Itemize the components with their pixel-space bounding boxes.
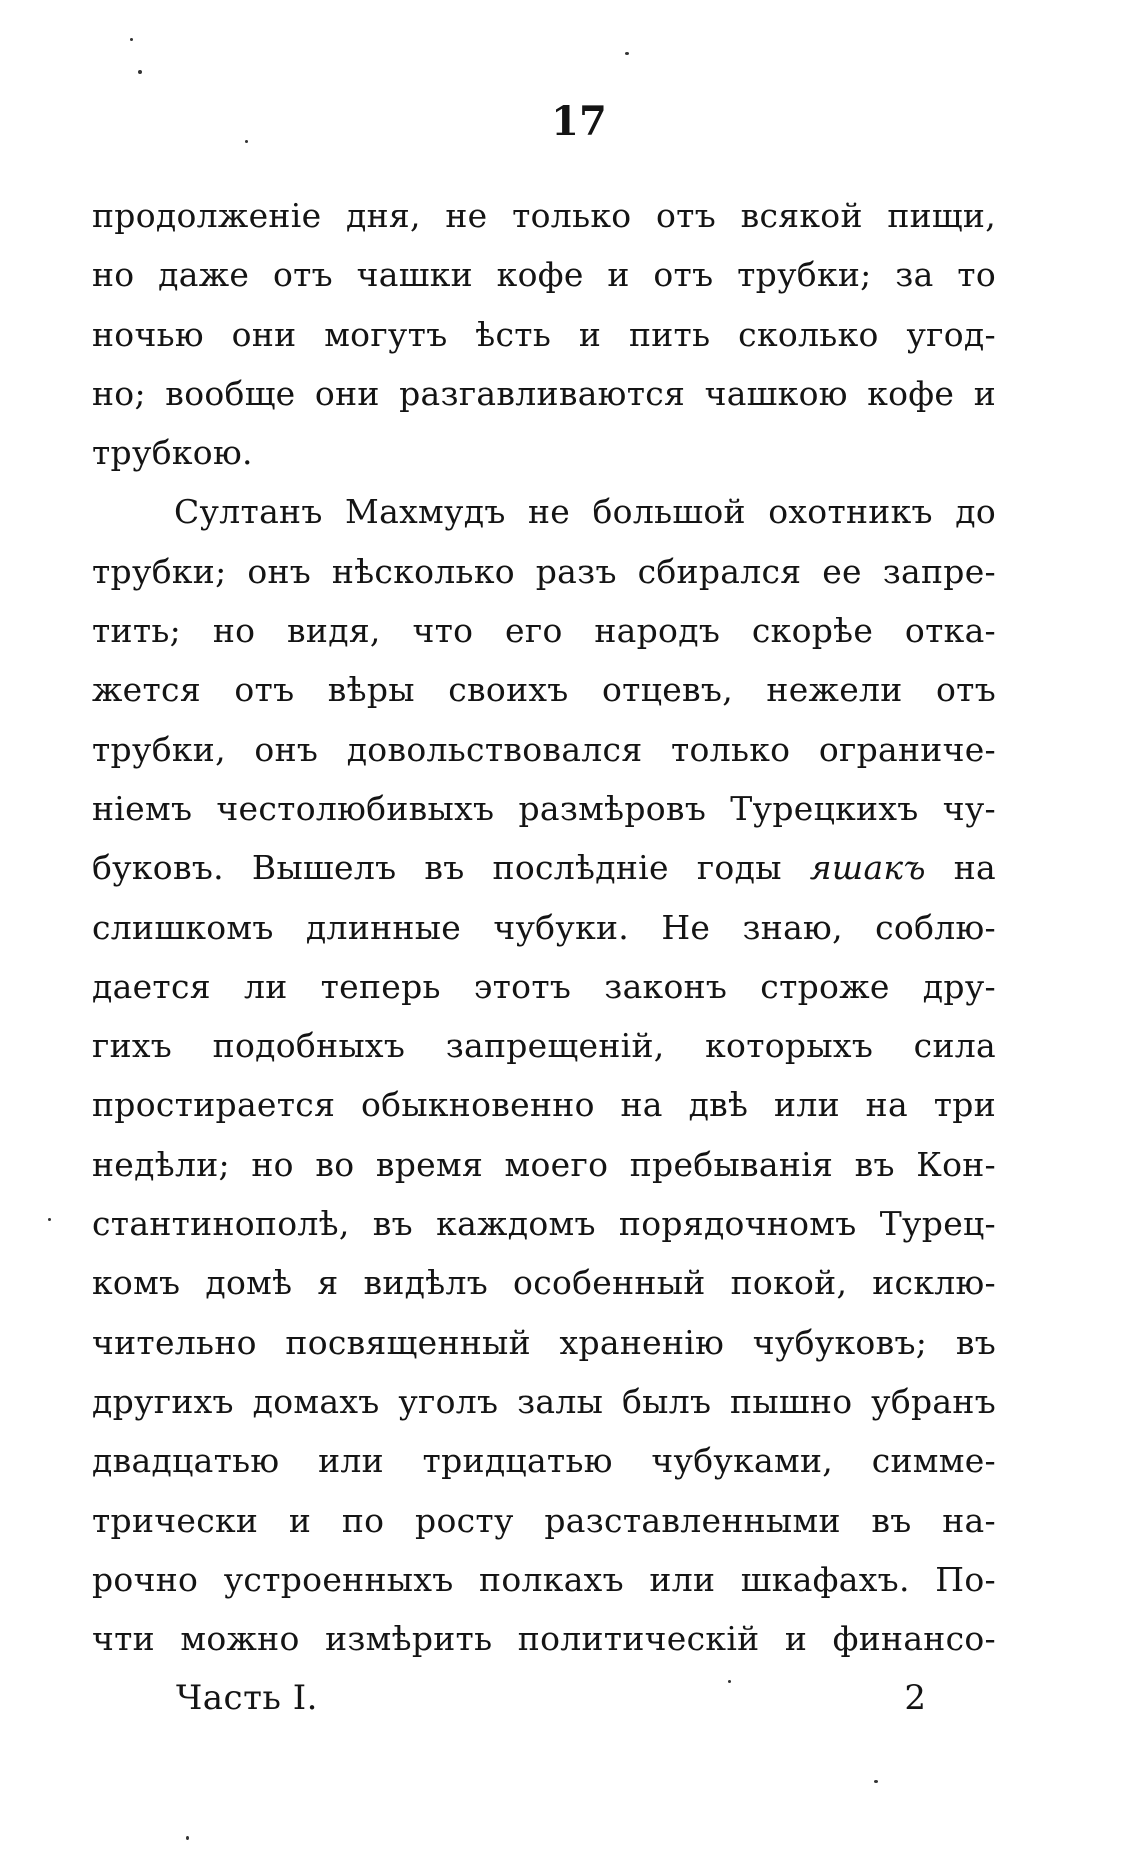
text-line: рочно устроенныхъ полкахъ или шкафахъ. По- [92,1559,996,1599]
text-line: жется отъ вѣры своихъ отцевъ, нежели отъ [92,670,996,710]
text-line: простирается обыкновенно на двѣ или на три [92,1085,996,1125]
scan-speck [874,1780,878,1783]
sheet-number: 2 [904,1678,926,1718]
page-number: 17 [551,98,607,145]
page-footer [176,1668,926,1728]
text-line: трубки; онъ нѣсколько разъ сбирался ее запре- [92,551,996,591]
text-segment: на [925,848,996,888]
text-line: другихъ домахъ уголъ залы былъ пышно убранъ [92,1381,996,1421]
text-line: стантинополѣ, въ каждомъ порядочномъ Турец- [92,1204,996,1244]
text-line: Султанъ Махмудъ не большой охотникъ до [174,492,996,532]
text-line: чительно посвященный храненію чубуковъ; въ [92,1322,996,1362]
scan-speck [245,140,248,143]
text-line: продолженіе дня, не только отъ всякой пищи, [92,196,996,235]
text-line: чти можно измѣрить политическій и финансо- [92,1619,996,1659]
text-line: двадцатью или тридцатью чубуками, симме- [92,1441,996,1481]
scan-speck [625,52,629,55]
scan-speck [138,70,142,74]
text-line: трубки, онъ довольствовался только ограниче- [92,729,996,769]
text-line-with-italic [92,838,996,897]
scan-speck [186,1836,189,1840]
scan-speck [728,1680,731,1683]
text-line: гихъ подобныхъ запрещеній, которыхъ сила [92,1026,996,1066]
text-line: но; вообще они разгавливаются чашкою кофе и [92,373,996,413]
body-text [92,186,996,1668]
scan-speck [130,38,133,41]
text-line: но даже отъ чашки кофе и отъ трубки; за то [92,255,996,295]
text-line: недѣли; но во время моего пребыванія въ Кон- [92,1144,996,1184]
text-line: тить; но видя, что его народъ скорѣе отка- [92,611,996,651]
text-line: ніемъ честолюбивыхъ размѣровъ Турецкихъ чу- [92,788,996,828]
text-line: слишкомъ длинные чубуки. Не знаю, соблю- [92,907,996,947]
text-line: ночью они могутъ ѣсть и пить сколько угод- [92,314,996,354]
text-line: трубкою. [92,433,253,473]
text-line: комъ домѣ я видѣлъ особенный покой, исклю- [92,1263,996,1303]
text-line: дается ли теперь этотъ законъ строже дру- [92,966,996,1006]
signature-label: Часть I. [176,1678,318,1718]
italic-word: яшакъ [809,848,926,888]
text-line: трически и по росту разставленными въ на- [92,1500,996,1540]
text-segment: буковъ. Вышелъ въ послѣдніе годы [92,848,810,888]
scan-speck [48,1218,51,1221]
